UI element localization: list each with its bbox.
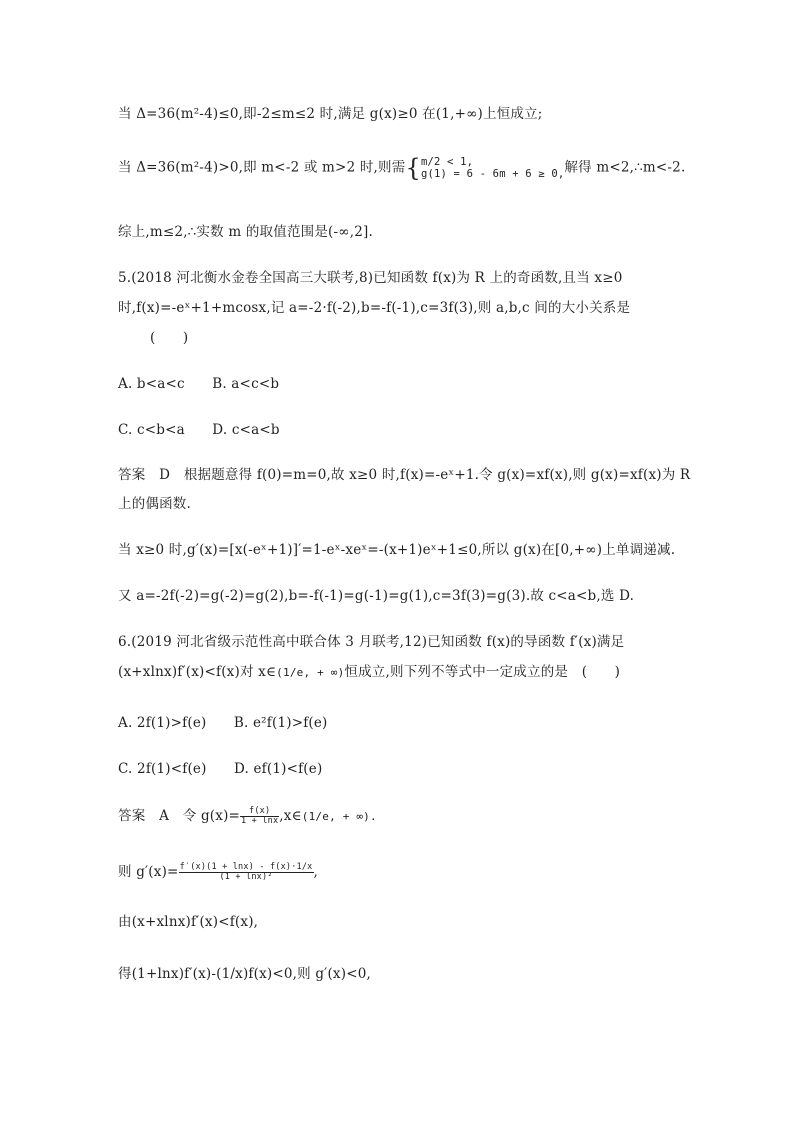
answer-line: 当 x≥0 时,g′(x)=[x(-eˣ+1)]′=1-eˣ-xeˣ=-(x+1)eˣ+1≤0,所以 g(x)在[0,+∞)上单调递减. [118, 542, 676, 558]
answer-paren: ( ) [150, 330, 189, 346]
interval-expression: (1/e, + ∞) [276, 666, 345, 679]
fraction-numerator: f′(x)(1 + lnx) - f(x)·1/x [179, 862, 313, 872]
option-line: A. b<a<c B. a<c<b [118, 376, 280, 392]
answer-line [118, 806, 734, 827]
system-row: g(1) = 6 - 6m + 6 ≥ 0, [420, 168, 565, 180]
fraction-numerator: f(x) [240, 807, 279, 817]
text-segment: (x+xlnx)f′(x)<f(x)对 x∈ [118, 664, 277, 680]
answer-line: 得(1+lnx)f′(x)-(1/x)f(x)<0,则 g′(x)<0, [118, 966, 371, 982]
question-5-line: 5.(2018 河北衡水金卷全国高三大联考,8)已知函数 f(x)为 R 上的奇函数,且当 x≥0 [118, 270, 623, 286]
system-row: m/2 < 1, [420, 156, 474, 168]
inequality-system [421, 156, 564, 180]
answer-line [118, 862, 734, 882]
option-line: A. 2f(1)>f(e) B. e²f(1)>f(e) [118, 715, 328, 731]
brace-icon: { [405, 154, 421, 182]
text-segment: 解得 m<2,∴m<-2. [564, 159, 686, 176]
answer-line: 上的偶函数. [118, 496, 191, 512]
question-6-line: 6.(2019 河北省级示范性高中联合体 3 月联考,12)已知函数 f(x)的导函数 f′(x)满足 [118, 634, 625, 650]
text-segment: 恒成立,则下列不等式中一定成立的是 ( ) [344, 664, 621, 680]
fraction-denominator: 1 + lnx [241, 816, 279, 826]
question-6-line [118, 662, 734, 683]
text-line: 综上,m≤2,∴实数 m 的取值范围是(-∞,2]. [118, 224, 373, 240]
text-line: 当 Δ=36(m²-4)≤0,即-2≤m≤2 时,满足 g(x)≥0 在(1,+∞)上恒成立; [118, 106, 543, 122]
text-line-system [118, 156, 734, 186]
option-line: C. 2f(1)<f(e) D. ef(1)<f(e) [118, 761, 323, 777]
text-segment: ,x∈ [279, 808, 302, 824]
text-segment: 答案 A 令 g(x)= [118, 808, 241, 824]
text-segment: 当 Δ=36(m²-4)>0,即 m<-2 或 m>2 时,则需 [118, 159, 406, 176]
fraction [240, 807, 279, 826]
text-segment: 则 g′(x)= [118, 864, 179, 880]
interval-expression: (1/e, + ∞). [301, 810, 377, 823]
option-line: C. c<b<a D. c<a<b [118, 422, 280, 438]
answer-line: 由(x+xlnx)f′(x)<f(x), [118, 914, 259, 930]
fraction-denominator: (1 + lnx)² [219, 872, 273, 882]
text-segment: , [313, 864, 318, 880]
answer-line: 答案 D 根据题意得 f(0)=m=0,故 x≥0 时,f(x)=-eˣ+1.令 g(x)=xf(x),则 g(x)=xf(x)为 R [118, 467, 691, 483]
answer-line: 又 a=-2f(-2)=g(-2)=g(2),b=-f(-1)=g(-1)=g(1),c=3f(3)=g(3).故 c<a<b,选 D. [118, 588, 635, 604]
fraction [179, 863, 314, 882]
question-5-line: 时,f(x)=-eˣ+1+mcosx,记 a=-2·f(-2),b=-f(-1),c=3f(3),则 a,b,c 间的大小关系是 [118, 300, 631, 316]
